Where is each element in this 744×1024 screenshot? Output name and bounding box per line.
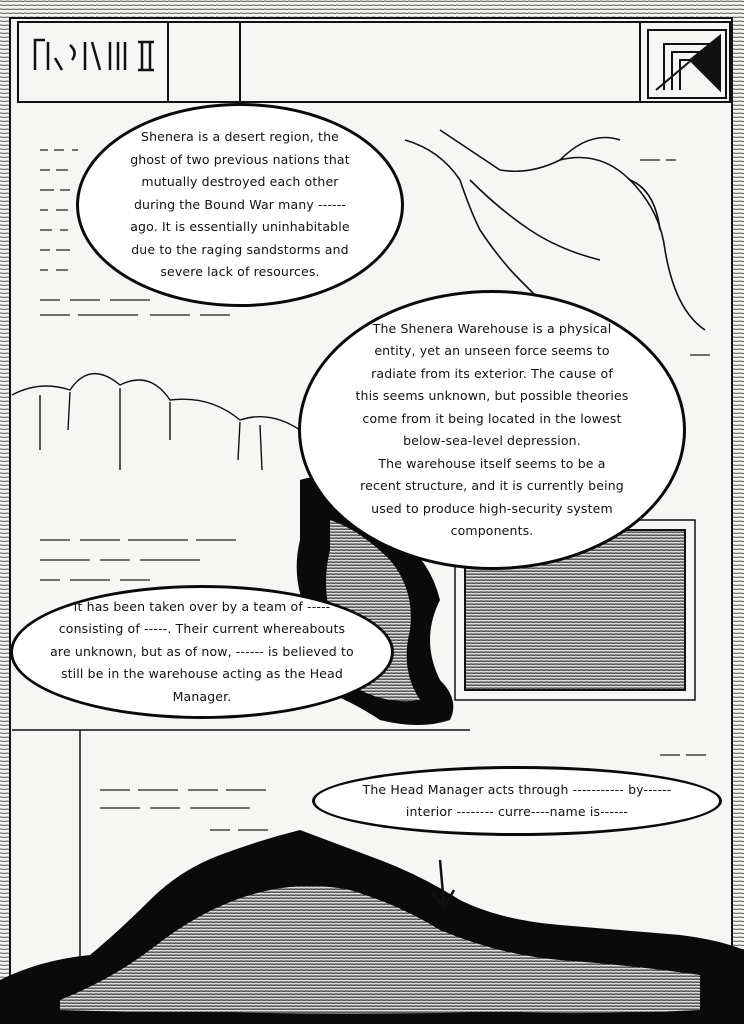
- bubble-takeover-text: It has been taken over by a team of ----- consisting of -----. Their current whereabouts are unknown, but as of now, ------ is believed to still be in the warehouse acting as the Head Manager.: [50, 598, 354, 704]
- speech-bubble-takeover: [10, 585, 394, 719]
- bubble-head-manager-text: The Head Manager acts through ----------- by------ interior -------- curre----name is------: [362, 782, 672, 819]
- bubble-region-text: Shenera is a desert region, the ghost of two previous nations that mutually destroyed each other during the Bound War many ------ ago. It is essentially uninhabitable due to the raging sandstorms and severe lack of resources.: [130, 129, 350, 280]
- speech-bubble-warehouse: [298, 290, 686, 570]
- speech-bubble-region: [76, 103, 404, 307]
- speech-bubble-head-manager: [312, 766, 722, 836]
- bubble-warehouse-text: The Shenera Warehouse is a physical entity, yet an unseen force seems to radiate from its exterior. The cause of this seems unknown, but possible theories come from it being located in the lowest below-sea-level depression. The warehouse itself seems to be a recent structure, and it is currently being used to produce high-security system components.: [355, 320, 629, 538]
